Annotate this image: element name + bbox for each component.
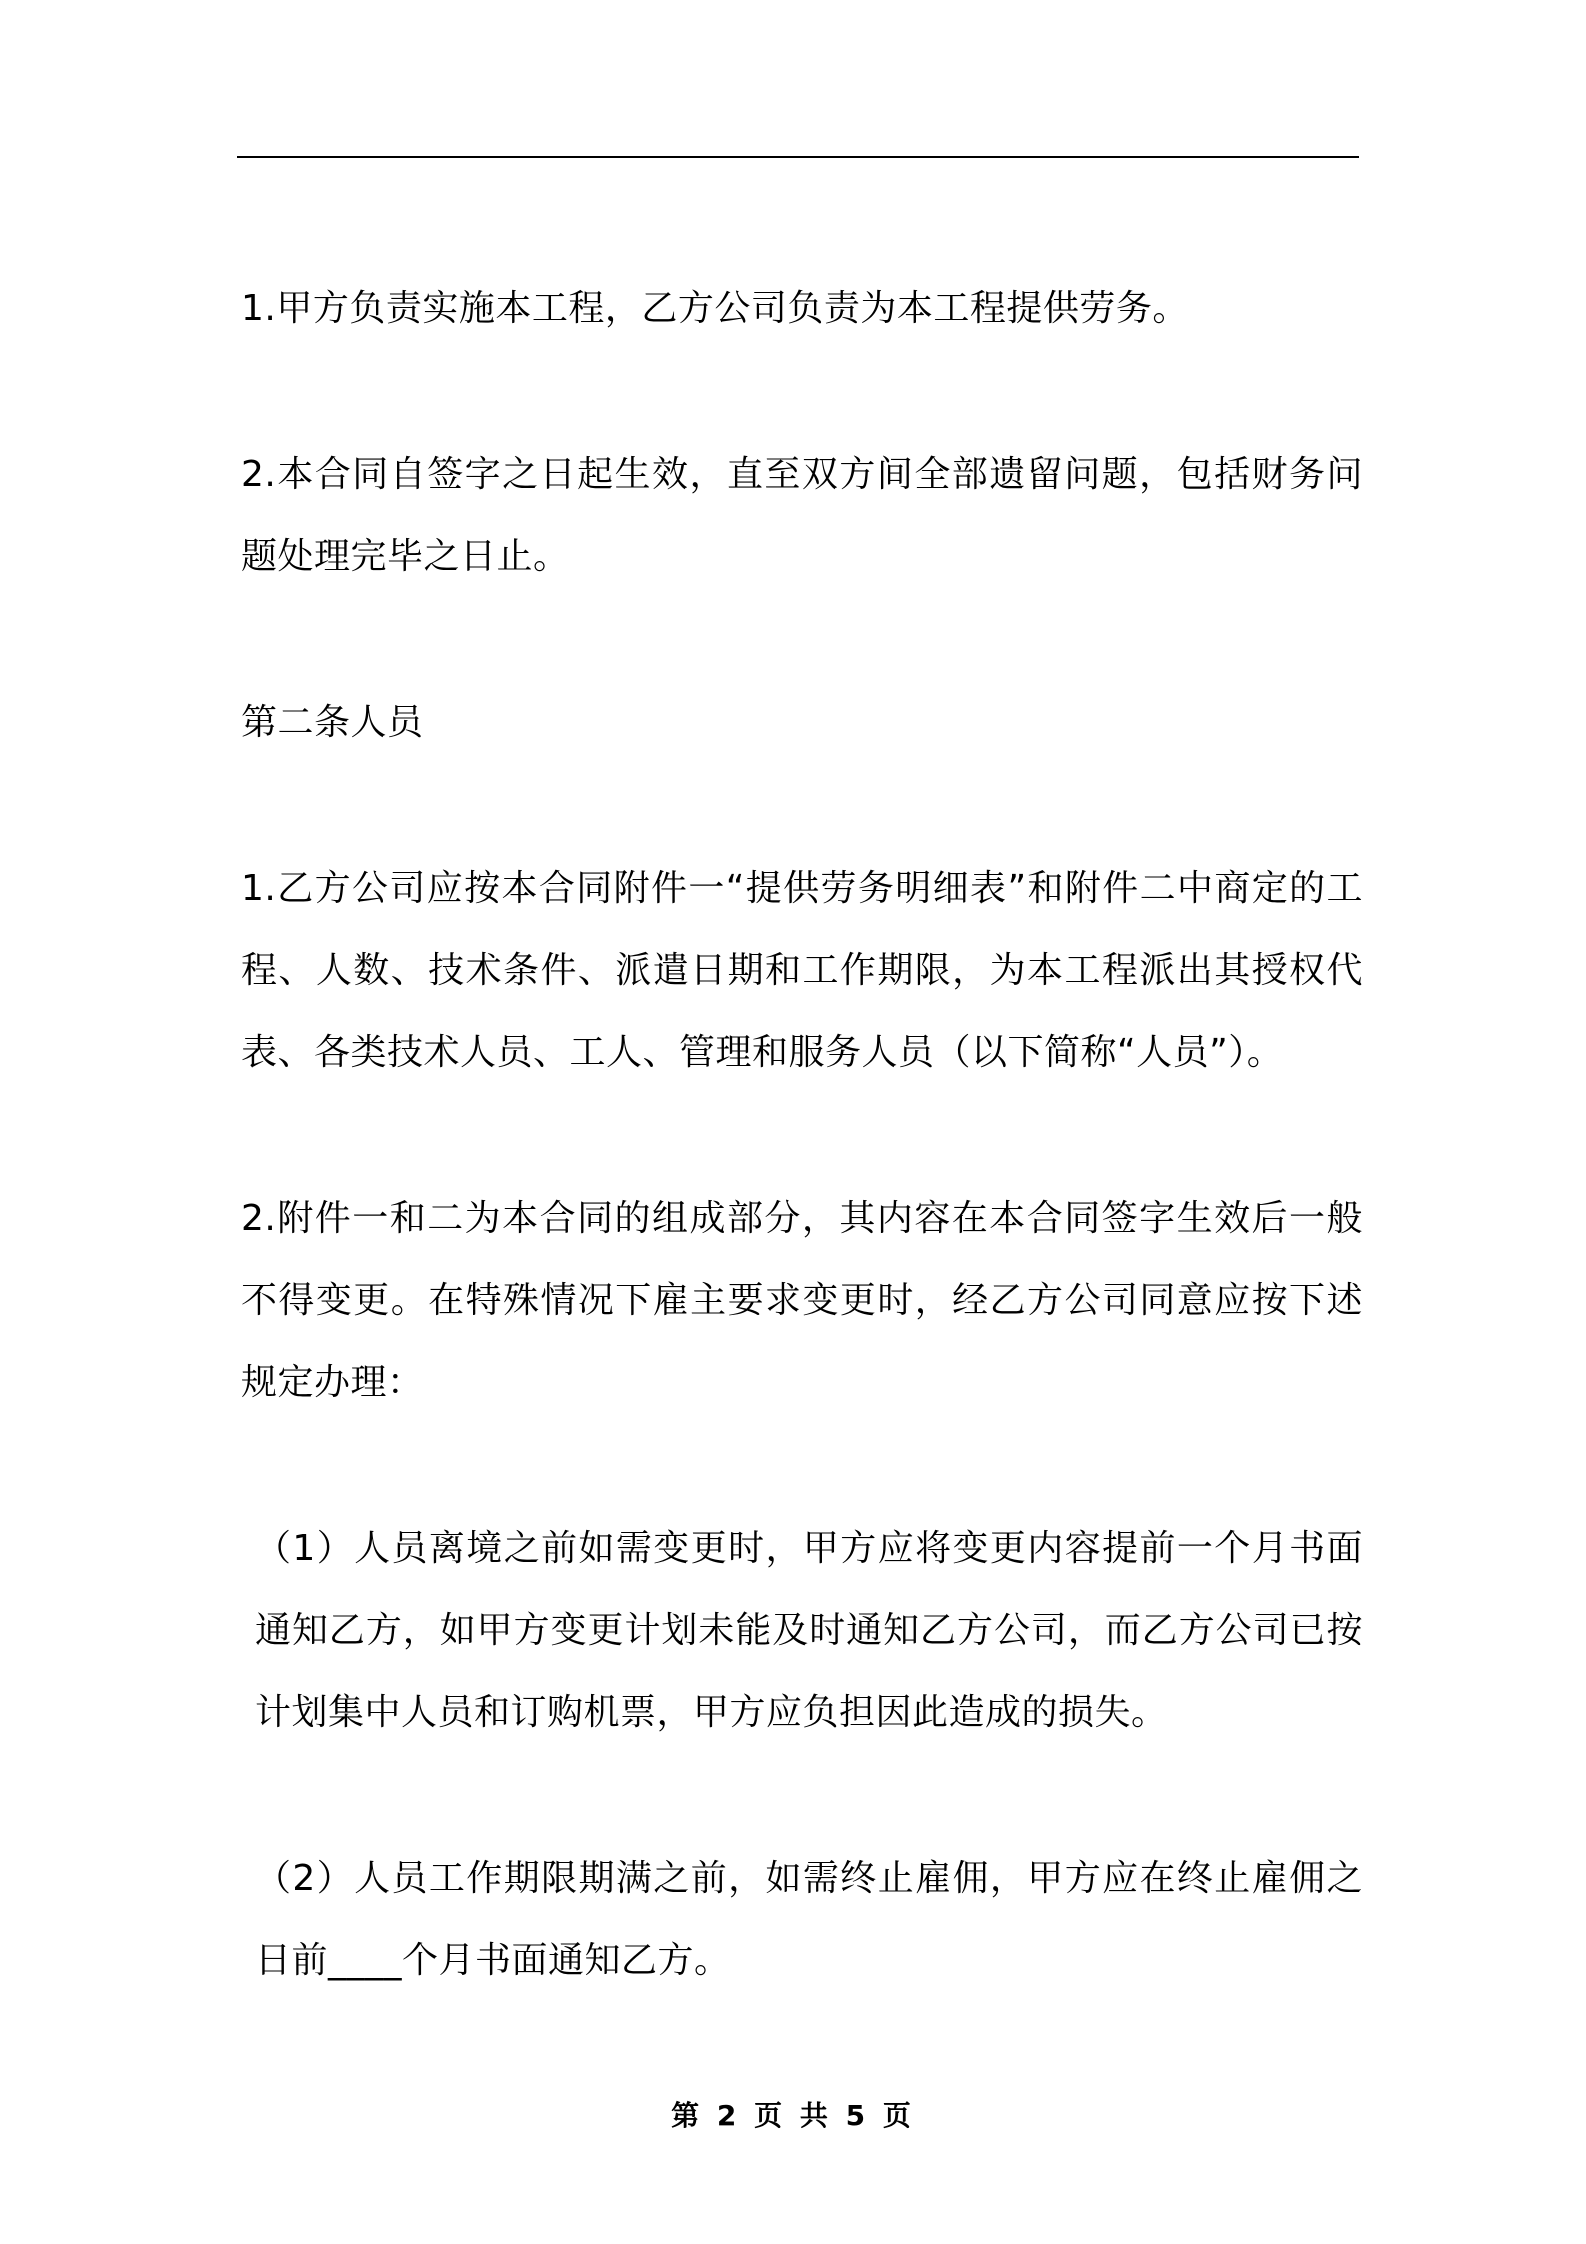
clause-1-2: 2.本合同自签字之日起生效，直至双方间全部遗留问题，包括财务问题处理完毕之日止。 (241, 454, 1363, 577)
clause-2-2-item-2: （2）人员工作期限期满之前，如需终止雇佣，甲方应在终止雇佣之日前____个月书面通知乙方。 (255, 1858, 1363, 1981)
page-number: 第 2 页 共 5 页 (671, 2099, 915, 2132)
header-rule (237, 156, 1359, 158)
document-body (241, 268, 1363, 2002)
clause-2-1: 1.乙方公司应按本合同附件一“提供劳务明细表”和附件二中商定的工程、人数、技术条件、派遣日期和工作期限，为本工程派出其授权代表、各类技术人员、工人、管理和服务人员（以下简称“人员”）。 (241, 868, 1363, 1073)
clause-1-1: 1.甲方负责实施本工程，乙方公司负责为本工程提供劳务。 (241, 288, 1189, 329)
article-2-heading: 第二条人员 (241, 702, 424, 743)
clause-2-2-item-1: （1）人员离境之前如需变更时，甲方应将变更内容提前一个月书面通知乙方，如甲方变更计划未能及时通知乙方公司，而乙方公司已按计划集中人员和订购机票，甲方应负担因此造成的损失。 (255, 1528, 1363, 1733)
clause-2-2: 2.附件一和二为本合同的组成部分，其内容在本合同签字生效后一般不得变更。在特殊情况下雇主要求变更时，经乙方公司同意应按下述规定办理： (241, 1198, 1363, 1403)
